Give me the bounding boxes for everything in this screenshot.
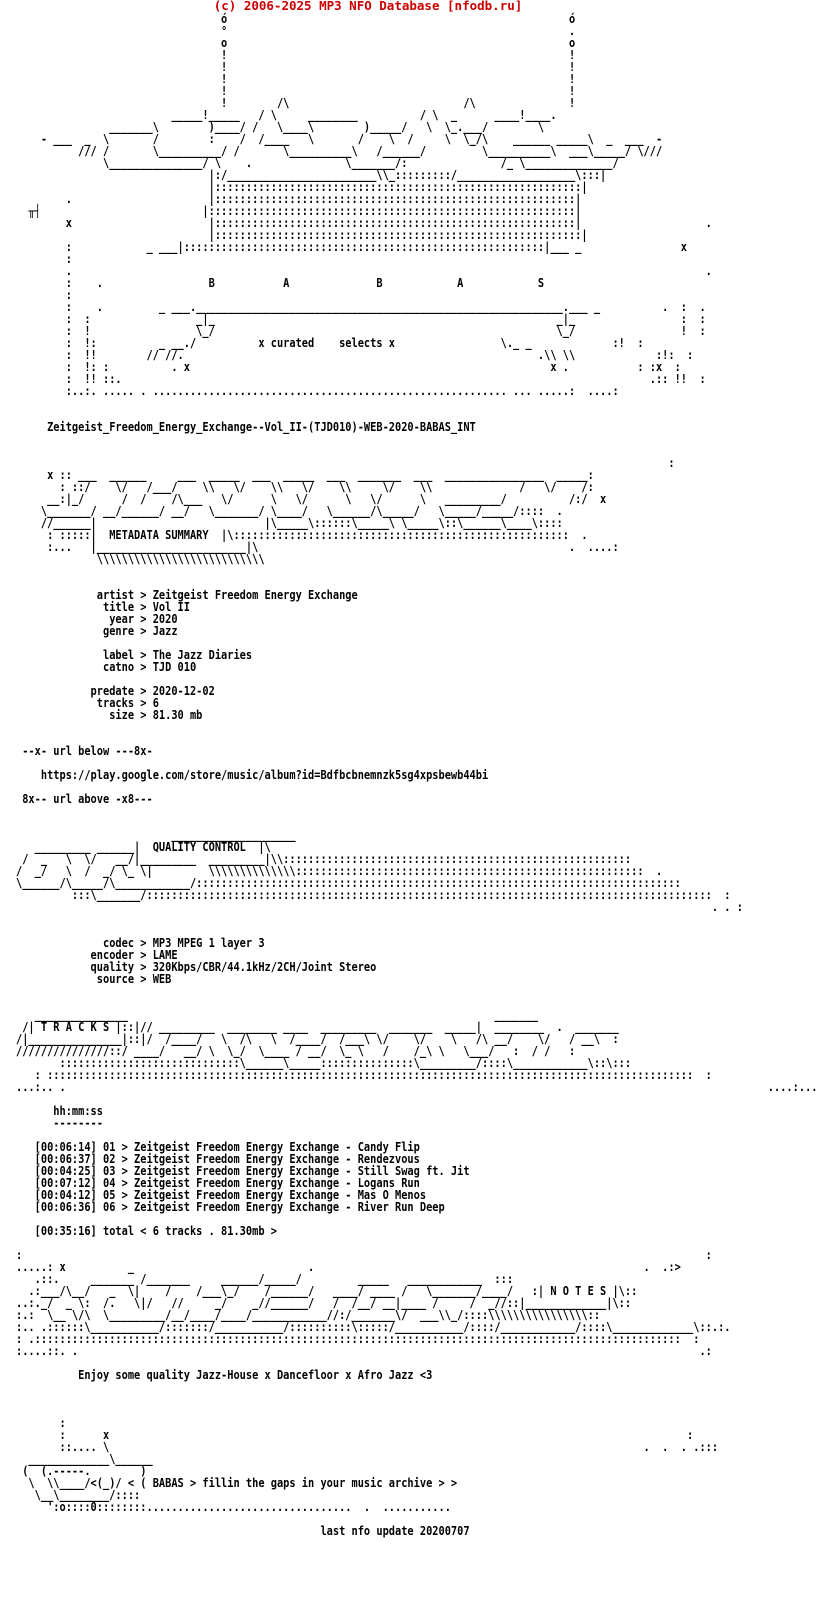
site-header-title: (c) 2006-2025 MP3 NFO Database [nfodb.ru] [213, 0, 523, 13]
nfo-text-body: ó ó ° . o o ! ! ! ! ! ! ! ! ! /\ /\ ! _____!_____ / \ ________ / \ _ ____!____. _______\ )____/ / \____\ )_____/ \ \_.___/ \ - ___ _ \ / : / /____ \ / \ / \ \_/\ ______ _____\ _ ___ - /// / \__________/ / \__________\ /______/ \__________\ ___\_____/ \/// \_______________/ \ . \_______/: /_ \______________/ |:/________________________\\_:::::::::/___________________\:::| |:::::::::::::::::::::::::::::::::::::::::::::::::::::::::::| . |::::::::::::::::::::::::::::::::::::::::::::::::::::::::::| ╥┤ |:::::::::::::::::::::::::::::::::::::::::::::::::::::::::::| x |::::::::::::::::::::::::::::::::::::::::::::::::::::::::::| . |:::::::::::::::::::::::::::::::::::::::::::::::::::::::::::| : _ ___|::::::::::::::::::::::::::::::::::::::::::::::::::::::::::|___ _ x : . . : . B A B A S : : . _ ___.___________________________________________________________.___ _ . : . : : _|_ _|_ : : : ! \_/ \_/ ! : : !: _ __./ x curated selects x \._ _ :! : : !! // //. .\\ \\ :!: : : !: : . x x . : :x : : !! ::. .:: !! : :..:. ..... . ......................................................... ... .....: ....: Zeitgeist_Freedom_Energy_Exchange--Vol_II-(TJD010)-WEB-2020-BABAS_INT : x :: ___ ______ ___ _____ ___ _____ ___ _______ ___ ________________ _____: : ::/ \/ /___/ \\ \/ \\ \/ \\ \/ \\ / \/ /: __:|_/ / / /\___ \/ \ \/ \ \/ \ _________/ /:/ x \_______/ __/______/ __/ \_______/ \____/ \______/\_____/ \_____/_____/:::: . //______| |\_____\::::::\_____\ \_____\::\______\____\:::: : :::::| METADATA SUMMARY |\:::::::::::::::::::::::::::::::::::::::::::::::::::::: . :... |________________________|\ . ....: \\\\\\\\\\\\\\\\\\\\\\\\\\\ artist > Zeitgeist Freedom Energy Exchange title > Vol II year > 2020 genre > Jazz label > The Jazz Diaries catno > TJD 010 predate > 2020-12-02 tracks > 6 size > 81.30 mb --x- url below ---8x- https://play.google.com/store/music/album?id=Bdfbcbnemnzk5sg4xpsbewb44bi 8x-- url above -x8--- ____________________ _________ ______| QUALITY CONTROL |\ / _ \ \/ __/|_________ _________|\\:::::::::::::::::::::::::::::::::::::::::::::::::::::::: / _/ \ / _/ \_ \| \\\\\\\\\\\\\\:::::::::::::::::::::::::::::::::::::::::::::::::::::::: . \______/\_____/\____________/:::::::::::::::::::::::::::::::::::::::::::::::::::::::::::::::::::::::::::::: :::\_______/::::::::::::::::::::::::::::::::::::::::::::::::::::::::::::::::::::::::::::::::::::::::::: : . . : codec > MP3 MPEG 1 layer 3 encoder > LAME quality > 320Kbps/CBR/44.1kHz/2CH/Joint Stereo source > WEB _______________ _______ /| T R A C K S |::|// _________ ________ ____ _________ _______ _____| ________ . _______ /|_______________|::|/ /____/ \ /\ \ /____/ /___\ \/ \/ \ /\ __/ \/ / __\ : ///////////////::/ ____/ __/ \ \_/ \____ / __/ \_ \ / /_\ \ \___/ : / / : :::::::::::::::::::::::::::::\______\_____:::::::::::::::\_________/::::\____________\::\::: : :::::::::::::::::::::::::::::::::::::::::::::::::::::::::::::::::::::::::::::::::::::::::::::::::::::::: : ...:.. . ....:... hh:mm:ss -------- [00:06:14] 01 > Zeitgeist Freedom Energy Exchange - Candy Flip [00:06:37] 02 > Zeitgeist Freedom Energy Exchange - Rendezvous [00:04:25] 03 > Zeitgeist Freedom Energy Exchange - Still Swag ft. Jit [00:07:12] 04 > Zeitgeist Freedom Energy Exchange - Logans Run [00:04:12] 05 > Zeitgeist Freedom Energy Exchange - Mas O Menos [00:06:36] 06 > Zeitgeist Freedom Energy Exchange - River Run Deep [00:35:16] total < 6 tracks . 81.30mb > : : .....: x _ . . .:> .::. _______ /_______ ______/_____/ _____ ____________ ::: .:___/\__/ _ \| / /___\_/ /______/ ____/ ____ / \_______/____/ :| N O T E S |\:: ..:._/ _ \: /. \|/ // _/ _//______/ / /__/ __|____ / / _//::|_____________|\:: :.: \__ \/\ \_________/__/____/____/____________//:/_______\/ ___\\_/::::\\\\\\\\\\\\\\\\:: :.. .::::::\___________/:::::::/___________/::::::::::\:::::/___________/::::/____________/::::\_____________\::.:. : .:::::::::::::::::::::::::::::::::::::::::::::::::::::::::::::::::::::::::::::::::::::::::::::::::::::::: : :....::. . .: Enjoy some quality Jazz-House x Dancefloor x Afro Jazz <3 : : x : ::.... \ . . . .::: _____________\______ ( (.-----. ) \ \\____/<(_)/ < ( BABAS > fillin the gaps in your music archive > > \__\________/:::: ':o::::0::::::::................................. . ........... last nfo update 20200707 [16, 12, 818, 1538]
